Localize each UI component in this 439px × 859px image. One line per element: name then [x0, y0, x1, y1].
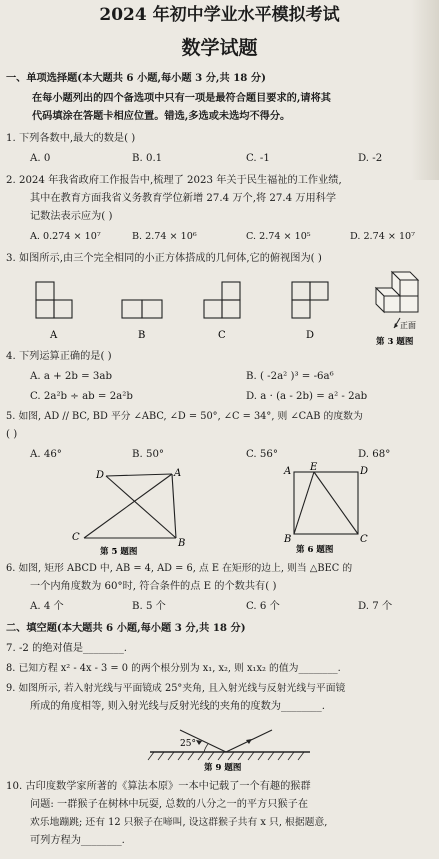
- q6-option-c: C. 6 个: [246, 601, 280, 612]
- q1-stem: 1. 下列各数中,最大的数是( ): [6, 133, 136, 144]
- q2-option-a: A. 0.274 × 10⁷: [30, 231, 101, 242]
- fig9-caption: 第 9 题图: [204, 763, 242, 773]
- page-edge-shadow: [411, 0, 439, 180]
- q1-option-d: D. -2: [358, 153, 383, 164]
- q10-line-1: 10. 古印度数学家所著的《算法本原》一本中记载了一个有趣的猴群: [6, 781, 311, 792]
- fig6-label-b: B: [284, 534, 292, 545]
- section1-instruction-2: 代码填涂在答题卡相应位置。错选,多选或未选均不得分。: [32, 110, 291, 122]
- q3-stem: 3. 如图所示,由三个完全相同的小正方体搭成的几何体,它的俯视图为( ): [6, 253, 322, 264]
- q2-option-c: C. 2.74 × 10⁵: [246, 231, 311, 242]
- figure-5: [64, 466, 204, 556]
- q6-option-d: D. 7 个: [358, 601, 393, 612]
- section2-heading: 二、填空题(本大题共 6 小题,每小题 3 分,共 18 分): [6, 622, 246, 634]
- fig6-label-e: E: [310, 462, 318, 473]
- figure-6: [282, 462, 382, 554]
- q6-option-a: A. 4 个: [30, 601, 64, 612]
- q6-line-2: 一个内角度数为 60°时, 符合条件的点 E 的个数共有( ): [30, 581, 277, 592]
- q6-line-1: 6. 如图, 矩形 ABCD 中, AB = 4, AD = 6, 点 E 在矩形的边上, 则当 △BEC 的: [6, 563, 353, 574]
- q2-line-1: 2. 2024 年我省政府工作报告中,梳理了 2023 年关于民生福祉的工作业绩,: [6, 175, 342, 186]
- q1-option-b: B. 0.1: [132, 153, 163, 164]
- q10-line-2: 问题: 一群猴子在树林中玩耍, 总数的八分之一的平方只猴子在: [30, 799, 309, 810]
- q2-line-2: 其中在教育方面我省义务教育学位新增 27.4 万个,将 27.4 万用科学: [30, 193, 337, 204]
- fig6-label-a: A: [284, 466, 292, 477]
- fig6-label-c: C: [360, 534, 368, 545]
- q3-label-b: B: [138, 330, 146, 341]
- q3-top-view-options: [30, 280, 370, 342]
- q3-front-label: 正面: [400, 321, 416, 330]
- section1-instruction-1: 在每小题列出的四个备选项中只有一项是最符合题目要求的,请将其: [32, 92, 331, 104]
- exam-subtitle: 数学试题: [181, 37, 258, 59]
- q9-line-1: 9. 如图所示, 若入射光线与平面镜成 25°夹角, 且入射光线与反射光线与平面镜: [6, 683, 346, 694]
- section1-heading: 一、单项选择题(本大题共 6 小题,每小题 3 分,共 18 分): [6, 72, 266, 84]
- q2-option-b: B. 2.74 × 10⁶: [132, 231, 197, 242]
- fig5-label-b: B: [178, 538, 186, 549]
- fig6-caption: 第 6 题图: [296, 545, 334, 554]
- fig5-label-c: C: [72, 532, 80, 543]
- q5-option-d: D. 68°: [358, 449, 391, 460]
- q6-option-b: B. 5 个: [132, 601, 166, 612]
- q1-option-a: A. 0: [30, 153, 51, 164]
- fig5-label-a: A: [174, 468, 182, 479]
- q10-line-3: 欢乐地蹦跳; 还有 12 只猴子在啼叫, 设这群猴子共有 x 只, 根据题意,: [30, 817, 328, 828]
- q4-stem: 4. 下列运算正确的是( ): [6, 351, 112, 362]
- q7-stem: 7. -2 的绝对值是________.: [6, 643, 128, 654]
- q3-label-a: A: [50, 330, 58, 341]
- q10-line-4: 可列方程为________.: [30, 835, 125, 846]
- q5-option-a: A. 46°: [30, 449, 62, 460]
- fig5-caption: 第 5 题图: [100, 547, 138, 556]
- q5-line-1: 5. 如图, AD // BC, BD 平分 ∠ABC, ∠D = 50°, ∠C = 34°, 则 ∠CAB 的度数为: [6, 411, 363, 422]
- fig6-label-d: D: [360, 466, 369, 477]
- fig9-angle-label: 25°: [180, 739, 196, 749]
- q1-option-c: C. -1: [246, 153, 270, 164]
- q3-caption: 第 3 题图: [376, 337, 414, 347]
- q4-option-d: D. a · (a - 2b) = a² - 2ab: [246, 391, 368, 402]
- q4-option-c: C. 2a²b ÷ ab = 2a²b: [30, 391, 133, 402]
- exam-title: 2024 年初中学业水平模拟考试: [99, 5, 340, 25]
- q5-option-b: B. 50°: [132, 449, 165, 460]
- q2-line-3: 记数法表示应为( ): [30, 211, 113, 222]
- q5-option-c: C. 56°: [246, 449, 278, 460]
- figure-9: [140, 716, 320, 774]
- q9-line-2: 所成的角度相等, 则入射光线与反射光线的夹角的度数为________.: [30, 701, 325, 712]
- q3-label-d: D: [306, 330, 315, 341]
- q4-option-a: A. a + 2b = 3ab: [30, 371, 113, 382]
- q3-label-c: C: [218, 330, 226, 341]
- q3-solid-figure: [370, 268, 436, 350]
- fig5-label-d: D: [96, 470, 105, 481]
- q4-option-b: B. ( -2a² )³ = -6a⁶: [246, 371, 334, 382]
- q5-line-2: ( ): [6, 429, 18, 440]
- q8-stem: 8. 已知方程 x² - 4x - 3 = 0 的两个根分别为 x₁, x₂, 则 x₁x₂ 的值为________.: [6, 663, 341, 674]
- q2-option-d: D. 2.74 × 10⁷: [350, 231, 416, 242]
